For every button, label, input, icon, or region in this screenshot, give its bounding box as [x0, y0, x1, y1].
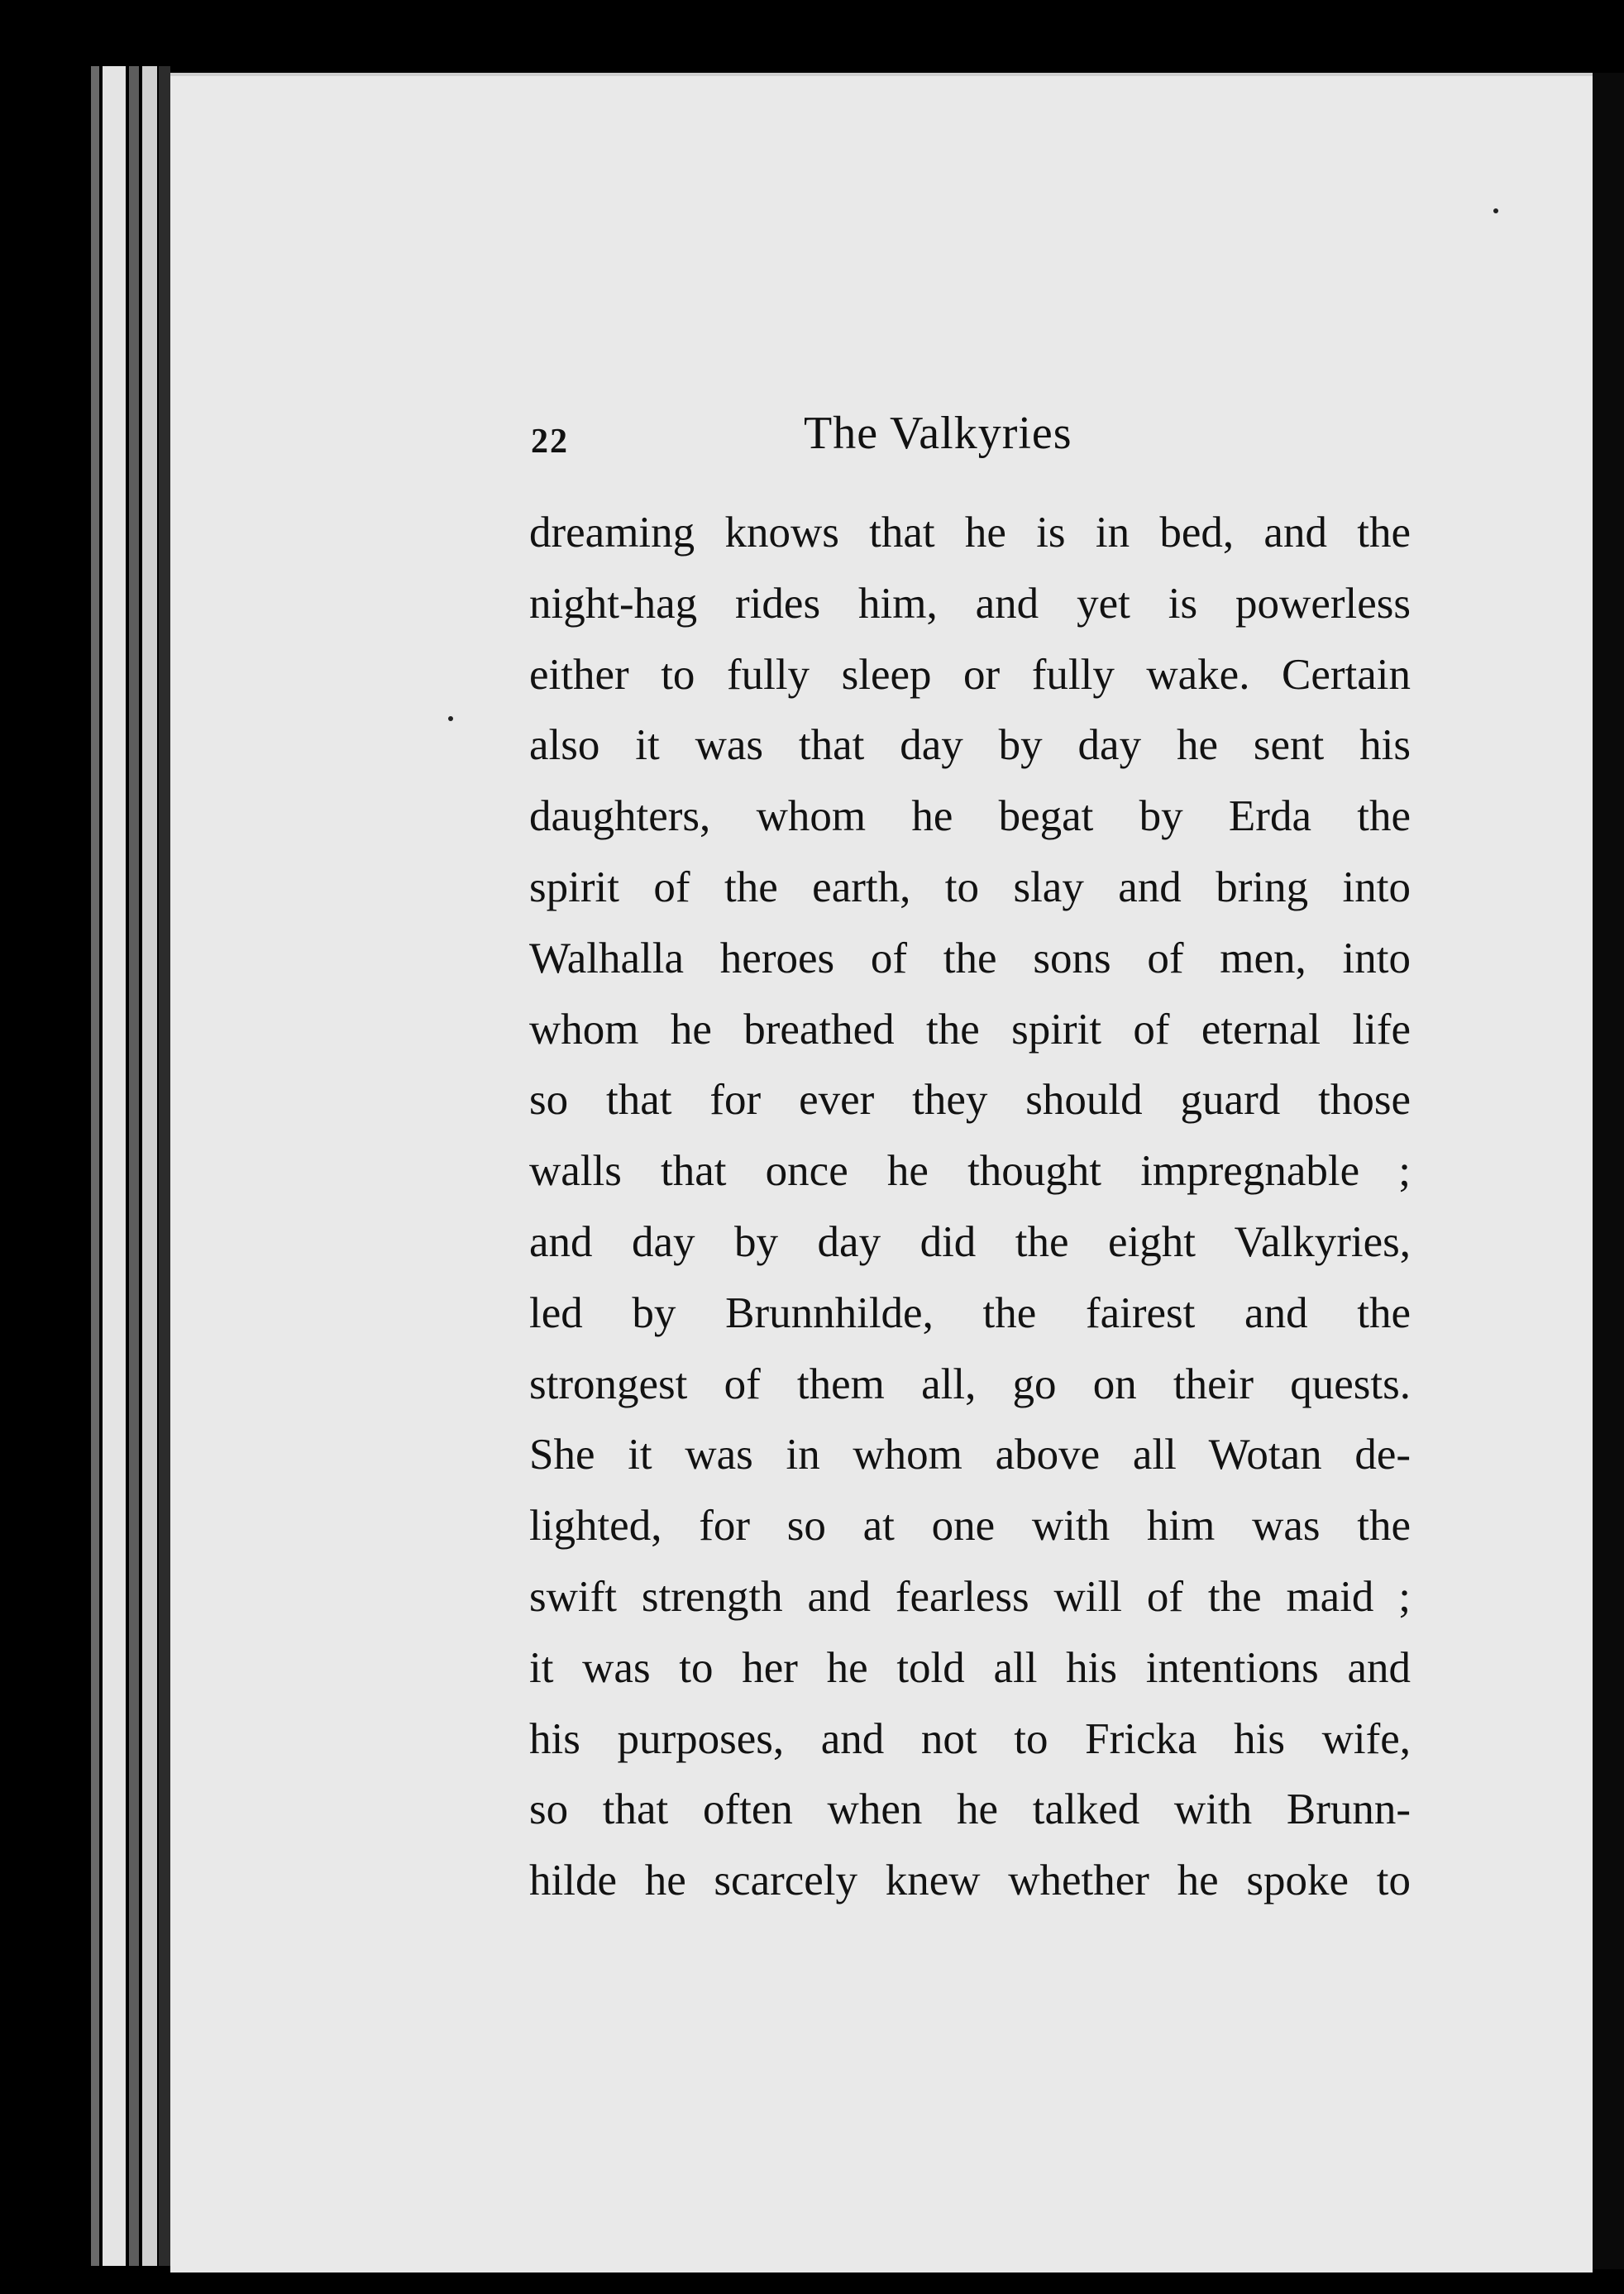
- text-line: lighted, for so at one with him was the: [529, 1502, 1411, 1551]
- text-line: led by Brunnhilde, the fairest and the: [529, 1288, 1411, 1337]
- scan-speck: [1493, 208, 1498, 213]
- text-line: night-hag rides him, and yet is powerless: [529, 579, 1411, 628]
- text-line: his purposes, and not to Fricka his wife,: [529, 1714, 1411, 1763]
- text-line: and day by day did the eight Valkyries,: [529, 1217, 1411, 1266]
- page-sheet: [170, 73, 1593, 2272]
- text-line: walls that once he thought impregnable ;: [529, 1147, 1411, 1196]
- running-head: The Valkyries: [804, 408, 1072, 459]
- book-edge: [142, 66, 157, 2266]
- text-line: so that often when he talked with Brunn-: [529, 1785, 1411, 1834]
- text-line: whom he breathed the spirit of eternal life: [529, 1005, 1411, 1054]
- body-text: [529, 498, 1411, 1917]
- page-shadow: [1593, 73, 1624, 2269]
- text-line: it was to her he told all his intentions and: [529, 1643, 1411, 1692]
- page-header: [170, 407, 1593, 473]
- text-line: She it was in whom above all Wotan de-: [529, 1431, 1411, 1479]
- book-edge: [103, 66, 126, 2266]
- text-line: strongest of them all, go on their quests.: [529, 1360, 1411, 1408]
- text-line: spirit of the earth, to slay and bring into: [529, 863, 1411, 911]
- text-line: also it was that day by day he sent his: [529, 721, 1411, 770]
- book-edge: [159, 66, 170, 2266]
- text-line: dreaming knows that he is in bed, and the: [529, 509, 1411, 557]
- text-line: either to fully sleep or fully wake. Certain: [529, 650, 1411, 699]
- text-line: daughters, whom he begat by Erda the: [529, 792, 1411, 841]
- text-line: so that for ever they should guard those: [529, 1076, 1411, 1125]
- text-line: Walhalla heroes of the sons of men, into: [529, 934, 1411, 982]
- text-line: hilde he scarcely knew whether he spoke to: [529, 1857, 1411, 1905]
- page-number: 22: [531, 423, 569, 461]
- book-edge: [129, 66, 139, 2266]
- text-line: swift strength and fearless will of the maid ;: [529, 1572, 1411, 1621]
- scan-speck: [448, 716, 453, 721]
- book-edge: [91, 66, 99, 2266]
